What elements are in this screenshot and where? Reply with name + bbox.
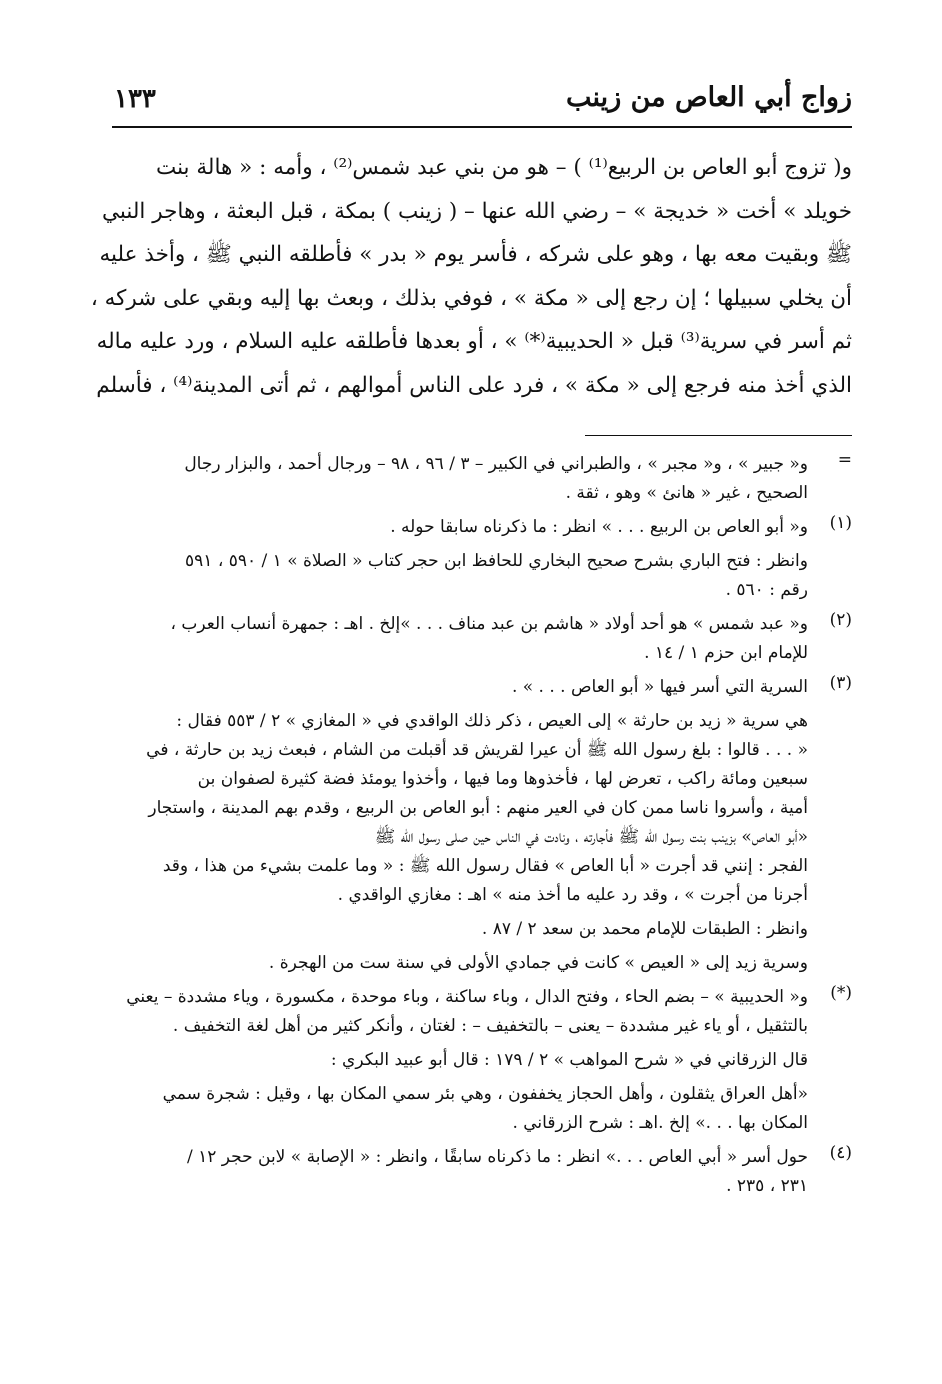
main-text-line: ﷺ وبقيت معه بها ، وهو على شركه ، فأسر يوم « بدر » فأطلقه النبي ﷺ ، وأخذ عليه	[99, 242, 852, 268]
footnote-mark: =	[837, 450, 852, 470]
main-text-line: خويلد » أخت « خديجة » – رضي الله عنها – ( زينب ) بمكة ، قبل البعثة ، وهاجر النبي	[101, 198, 852, 224]
footnote-line: و« أبو العاص بن الربيع . . . » انظر : ما ذكرناه سابقا حوله .	[390, 517, 808, 537]
footnote-line: «أبو العاص» بزينب بنت رسول الله ﷺ فأجارته ، ونادت في الناس حين صلى رسول الله ﷺ	[374, 827, 808, 847]
footnote-4	[108, 1143, 852, 1201]
footnote-line: أجرنا من أجرت » ، وقد رد عليه ما أخذ منه » اهـ : مغازي الواقدي .	[337, 885, 808, 905]
footnote-line: للإمام ابن حزم ١ / ١٤ .	[644, 643, 808, 663]
footnote-mark: (٣)	[829, 673, 852, 693]
footnote-line: و« جبير » ، و« مجبر » ، والطبراني في الكبير – ٣ / ٩٦ ، ٩٨ – ورجال أحمد ، والبزار رجال	[184, 454, 808, 474]
main-text-line: أن يخلي سبيلها ؛ إن رجع إلى « مكة » ، فوفي بذلك ، وبعث بها إليه وبقي على شركه ،	[90, 285, 852, 311]
footnote-3-note	[108, 949, 852, 978]
footnote-line: وسرية زيد إلى « العيص » كانت في جمادي الأولى في سنة ست من الهجرة .	[268, 953, 808, 973]
footnote-line: بالتثقيل ، أو ياء غير مشددة – يعنى – بالتخفيف – : لغتان ، وأنكر كثير من أهل لغة التخفيف .	[172, 1016, 808, 1036]
main-text-line: الذي أخذ منه فرجع إلى « مكة » ، فرد على الناس أموالهم ، ثم أتى المدينة⁽⁴⁾ ، فأسلم	[96, 372, 852, 398]
footnote-mark: (٢)	[829, 610, 852, 630]
footnote-line: و« عبد شمس » هو أحد أولاد « هاشم بن عبد مناف . . . »إلخ . اهـ : جمهرة أنساب العرب ،	[170, 614, 808, 634]
footnote-1	[108, 513, 852, 542]
footnote-line: ٢٣١ ، ٢٣٥ .	[726, 1176, 808, 1196]
footnote-star-citation	[108, 1046, 852, 1075]
footnote-line: هي سرية « زيد بن حارثة » إلى العيص ، ذكر ذلك الواقدي في « المغازي » ٢ / ٥٥٣ فقال :	[176, 711, 808, 731]
footnote-mark: (*)	[830, 983, 852, 1003]
header-rule	[112, 126, 852, 128]
footnote-star-quote	[108, 1080, 852, 1138]
footnote-line: حول أسر « أبي العاص . . .» انظر : ما ذكرناه سابقًا ، وانظر : « الإصابة » لابن حجر ١٢ /	[186, 1147, 808, 1167]
footnote-mark: (١)	[829, 513, 852, 533]
main-text-line: و( تزوج أبو العاص بن الربيع⁽¹⁾ ) – هو من بني عبد شمس⁽²⁾ ، وأمه : « هالة بنت	[155, 155, 852, 180]
footnote-line: سبعين ومائة راكب ، تعرض لها ، فأخذوها وما فيها ، وأخذوا يومئذ فضة كثيرة لصفوان بن	[197, 769, 808, 789]
footnote-star	[108, 983, 852, 1041]
footnote-line: وانظر : فتح الباري بشرح صحيح البخاري للحافظ ابن حجر كتاب « الصلاة » ١ / ٥٩٠ ، ٥٩١	[185, 551, 808, 571]
footnote-line: الفجر : إنني قد أجرت « أبا العاص » فقال رسول الله ﷺ : « وما علمت بشيء من هذا ، وقد	[162, 856, 808, 876]
page-header	[90, 82, 852, 122]
main-text	[90, 146, 852, 408]
footnote-3	[108, 673, 852, 702]
footnote-line: السرية التي أسر فيها « أبو العاص . . . » .	[511, 677, 808, 697]
footnote-continuation	[108, 450, 852, 508]
footnote-mark: (٤)	[829, 1143, 852, 1163]
main-text-line: ثم أسر في سرية⁽³⁾ قبل « الحديبية⁽*⁾ » ، أو بعدها فأطلقه عليه السلام ، ورد عليه ماله	[96, 329, 852, 355]
footnote-line: المكان بها . . .» إلخ .اهـ : شرح الزرقاني .	[512, 1113, 808, 1133]
footnote-line: أمية ، وأسروا ناسا ممن كان في العير منهم : أبو العاص بن الربيع ، وقدم بهم المدينة ، واستجار	[148, 798, 808, 818]
footnote-line: رقم : ٥٦٠ .	[725, 580, 808, 600]
footnote-3-quote	[108, 707, 852, 910]
footnote-2	[108, 610, 852, 668]
footnote-3-reference	[108, 915, 852, 944]
footnote-line: «أهل العراق يثقلون ، وأهل الحجاز يخففون ، وهي بئر سمي المكان بها ، وقيل : شجرة سمي	[162, 1084, 808, 1104]
running-title: زواج أبي العاص من زينب	[566, 82, 852, 113]
footnote-line: « . . . قالوا : بلغ رسول الله ﷺ أن عيرا لقريش قد أقبلت من الشام ، فبعث زيد بن حارثة ، في	[146, 740, 808, 760]
footnote-1-reference	[108, 547, 852, 605]
footnotes	[108, 450, 852, 1206]
page-number: ١٣٣	[114, 84, 156, 114]
footnote-line: وانظر : الطبقات للإمام محمد بن سعد ٢ / ٨٧ .	[481, 919, 808, 939]
footnote-line: قال الزرقاني في « شرح المواهب » ٢ / ١٧٩ : قال أبو عبيد البكري :	[330, 1050, 808, 1070]
footnote-separator	[585, 435, 852, 436]
footnote-line: الصحيح ، غير « هانئ » وهو ، ثقة .	[565, 483, 808, 503]
footnote-line: و« الحديبية » – بضم الحاء ، وفتح الدال ، وباء ساكنة ، وباء موحدة ، مكسورة ، وياء مشددة – يعني	[126, 987, 808, 1007]
